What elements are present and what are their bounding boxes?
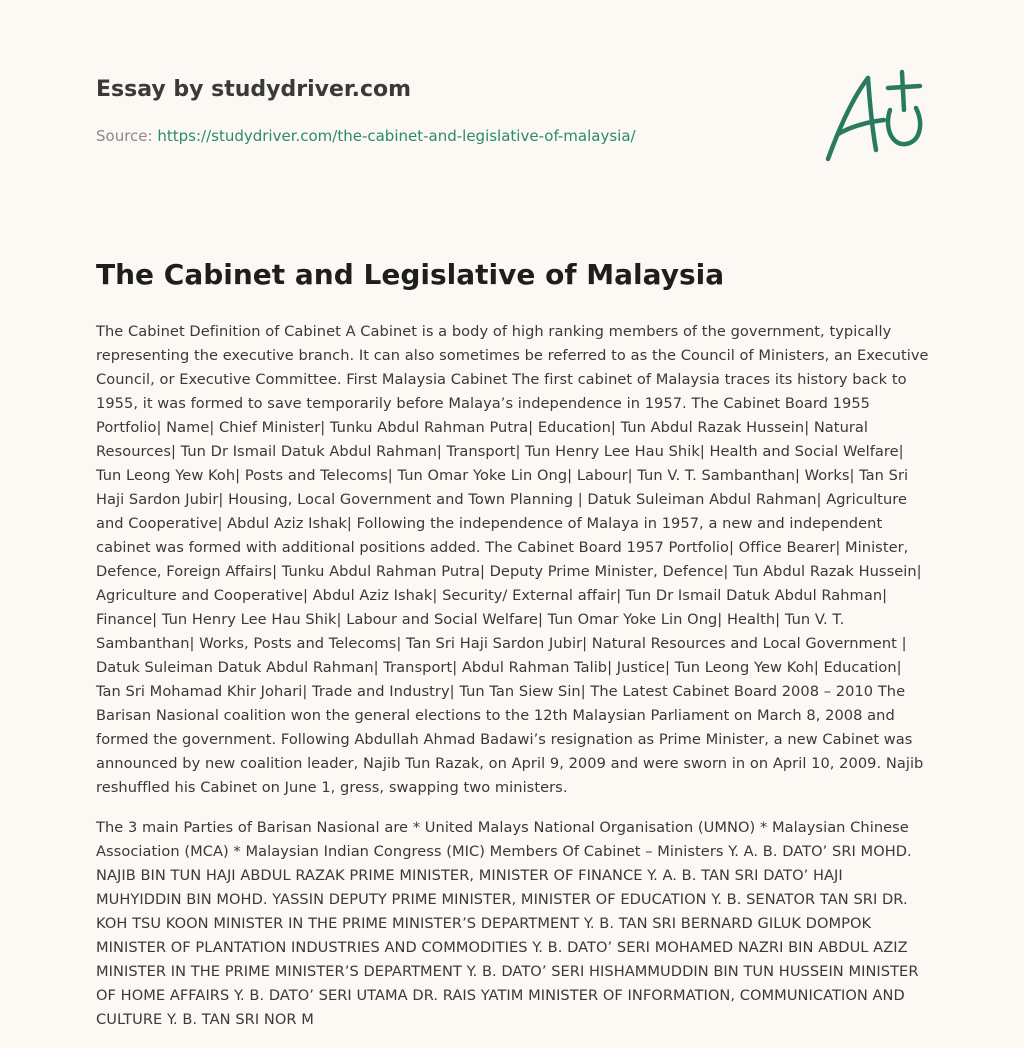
site-title: Essay by studydriver.com — [96, 77, 412, 102]
source-line — [96, 126, 796, 146]
source-label: Source: — [96, 127, 153, 145]
essay-title: The Cabinet and Legislative of Malaysia — [96, 258, 725, 291]
essay-body — [96, 256, 930, 1048]
source-link[interactable]: https://studydriver.com/the-cabinet-and-legislative-of-malaysia/ — [157, 127, 636, 145]
a-plus-grade-icon — [818, 66, 930, 166]
page-header — [96, 76, 796, 146]
essay-paragraph-1: The Cabinet Definition of Cabinet A Cabinet is a body of high ranking members of the government, typically representing the executive branch. It can also sometimes be referred to as the Council of Ministers, an Executive Council, or Executive Committee. First Malaysia Cabinet The first cabinet of Malaysia traces its history back to 1955, it was formed to save temporarily before Malaya’s independence in 1957. The Cabinet Board 1955 Portfolio| Name| Chief Minister| Tunku Abdul Rahman Putra| Education| Tun Abdul Razak Hussein| Natural Resources| Tun Dr Ismail Datuk Abdul Rahman| Transport| Tun Henry Lee Hau Shik| Health and Social Welfare| Tun Leong Yew Koh| Posts and Telecoms| Tun Omar Yoke Lin Ong| Labour| Tun V. T. Sambanthan| Works| Tan Sri Haji Sardon Jubir| Housing, Local Government and Town Planning | Datuk Suleiman Abdul Rahman| Agriculture and Cooperative| Abdul Aziz Ishak| Following the independence of Malaya in 1957, a new and independent cabinet was formed with additional positions added. The Cabinet Board 1957 Portfolio| Office Bearer| Minister, Defence, Foreign Affairs| Tunku Abdul Rahman Putra| Deputy Prime Minister, Defence| Tun Abdul Razak Hussein| Agriculture and Cooperative| Abdul Aziz Ishak| Security/ External affair| Tun Dr Ismail Datuk Abdul Rahman| Finance| Tun Henry Lee Hau Shik| Labour and Social Welfare| Tun Omar Yoke Lin Ong| Health| Tun V. T. Sambanthan| Works, Posts and Telecoms| Tan Sri Haji Sardon Jubir| Natural Resources and Local Government | Datuk Suleiman Datuk Abdul Rahman| Transport| Abdul Rahman Talib| Justice| Tun Leong Yew Koh| Education| Tan Sri Mohamad Khir Johari| Trade and Industry| Tun Tan Siew Sin| The Latest Cabinet Board 2008 – 2010 The Barisan Nasional coalition won the general elections to the 12th Malaysian Parliament on March 8, 2008 and formed the government. Following Abdullah Ahmad Badawi’s resignation as Prime Minister, a new Cabinet was announced by new coalition leader, Najib Tun Razak, on April 9, 2009 and were sworn in on April 10, 2009. Najib reshuffled his Cabinet on June 1, gress, swapping two ministers. — [96, 323, 929, 796]
essay-paragraph-2: The 3 main Parties of Barisan Nasional are * United Malays National Organisation (UMNO) * Malaysian Chinese Association (MCA) * Malaysian Indian Congress (MIC) Members Of Cabinet – Ministers Y. A. B. DATO’ SRI MOHD. NAJIB BIN TUN HAJI ABDUL RAZAK PRIME MINISTER, MINISTER OF FINANCE Y. A. B. TAN SRI DATO’ HAJI MUHYIDDIN BIN MOHD. YASSIN DEPUTY PRIME MINISTER, MINISTER OF EDUCATION Y. B. SENATOR TAN SRI DR. KOH TSU KOON MINISTER IN THE PRIME MINISTER’S DEPARTMENT Y. B. TAN SRI BERNARD GILUK DOMPOK MINISTER OF PLANTATION INDUSTRIES AND COMMODITIES Y. B. DATO’ SERI MOHAMED NAZRI BIN ABDUL AZIZ MINISTER IN THE PRIME MINISTER’S DEPARTMENT Y. B. DATO’ SERI HISHAMMUDDIN BIN TUN HUSSEIN MINISTER OF HOME AFFAIRS Y. B. DATO’ SERI UTAMA DR. RAIS YATIM MINISTER OF INFORMATION, COMMUNICATION AND CULTURE Y. B. TAN SRI NOR M — [96, 819, 919, 1028]
